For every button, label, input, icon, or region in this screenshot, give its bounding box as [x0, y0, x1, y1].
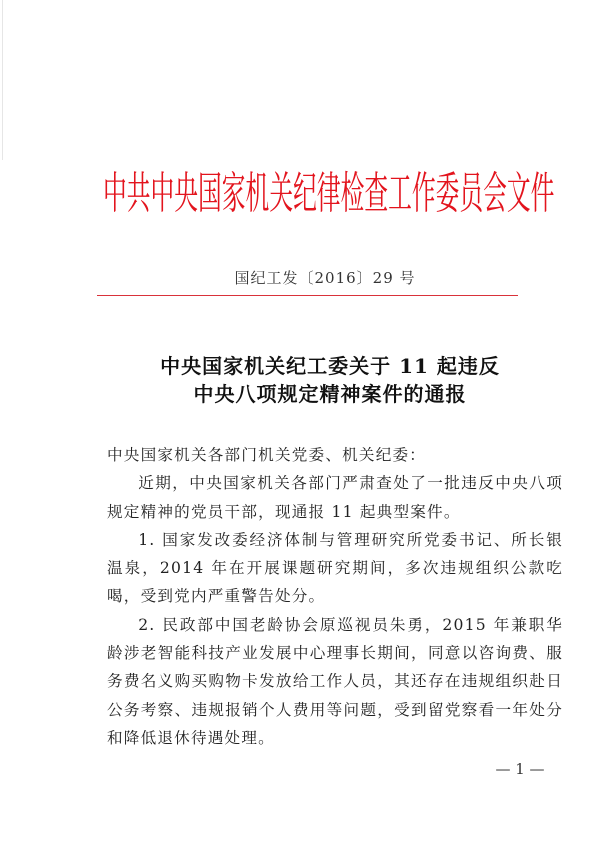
- notice-title-line-1: 中央国家机关纪工委关于 11 起违反: [160, 354, 500, 378]
- paragraph-case-1: 1. 国家发改委经济体制与管理研究所党委书记、所长银温泉，2014 年在开展课题研究期间，多次违规组织公款吃喝，受到党内严重警告处分。: [107, 530, 563, 606]
- document-header: [103, 168, 553, 220]
- paragraph-intro: 近期，中央国家机关各部门严肃查处了一批违反中央八项规定精神的党员干部，现通报 11 起典型案件。: [107, 474, 563, 521]
- notice-title: [0, 352, 600, 408]
- scan-edge: [2, 0, 3, 160]
- paragraph-case-2: 2. 民政部中国老龄协会原巡视员朱勇，2015 年兼职华龄涉老智能科技产业发展中心理事长期间，同意以咨询费、服务费名义购买购物卡发放给工作人员，其还存在违规组织赴日公务考察、违规报销个人费用等问题，受到留党察看一年处分和降低退休待遇处理。: [107, 615, 563, 747]
- salutation: 中央国家机关各部门机关党委、机关纪委：: [107, 446, 427, 464]
- document-body: [107, 441, 563, 752]
- document-number: 国纪工发〔2016〕29 号: [234, 269, 416, 287]
- red-divider: [97, 295, 518, 296]
- notice-title-line-2: 中央八项规定精神案件的通报: [193, 382, 467, 406]
- page-number: — 1 —: [495, 760, 545, 778]
- header-title: 中共中央国家机关纪律检查工作委员会文件: [103, 168, 555, 219]
